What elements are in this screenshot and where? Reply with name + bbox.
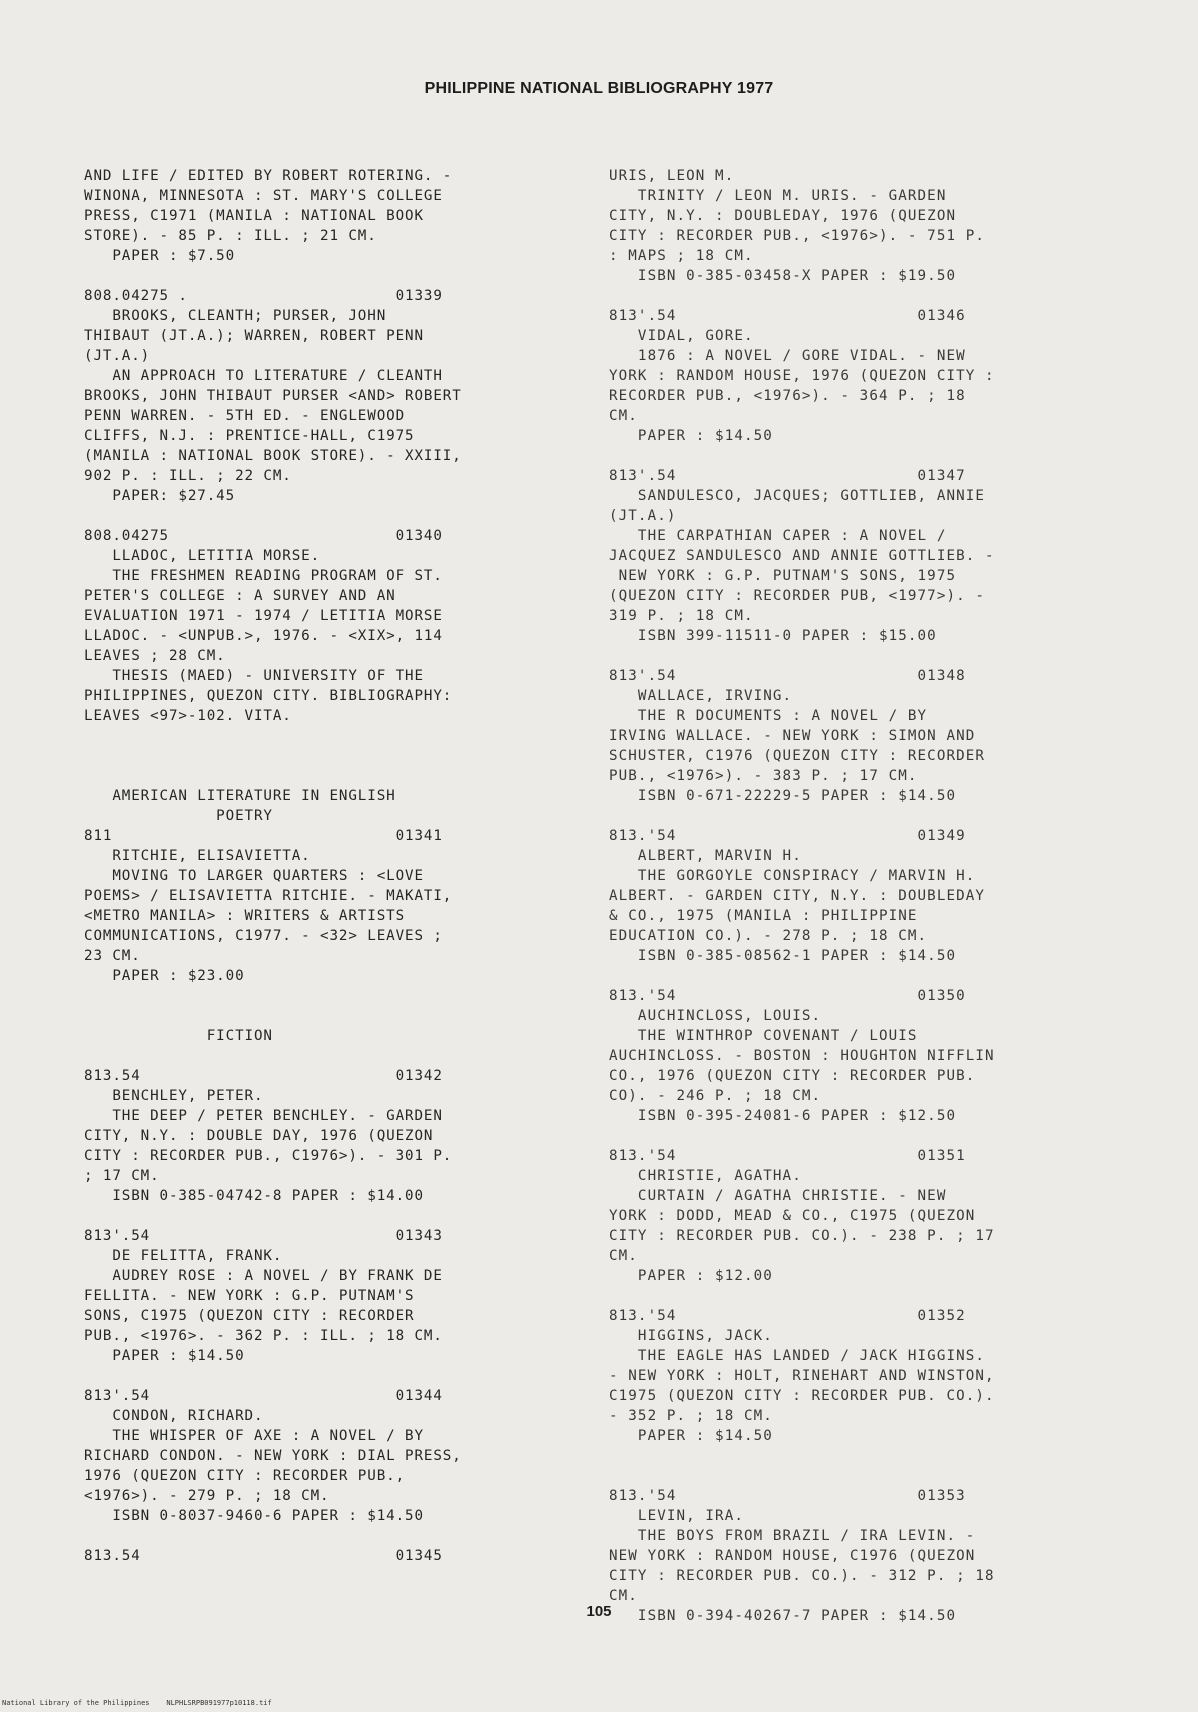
entry-line: : MAPS ; 18 CM. <box>609 248 754 264</box>
entry-line <box>609 966 1084 986</box>
entry-line: YORK : DODD, MEAD & CO., C1975 (QUEZON <box>609 1208 976 1224</box>
entry-line: CONDON, RICHARD. <box>84 1408 264 1424</box>
entry-line: URIS, LEON M. <box>609 168 735 184</box>
entry-line: ALBERT. - GARDEN CITY, N.Y. : DOUBLEDAY <box>609 888 986 904</box>
entry-line: 813'.54 01344 <box>84 1388 443 1404</box>
entry-line: THE EAGLE HAS LANDED / JACK HIGGINS. <box>609 1348 986 1364</box>
entry-line: POEMS> / ELISAVIETTA RITCHIE. - MAKATI, <box>84 888 453 904</box>
entry-line: PENN WARREN. - 5TH ED. - ENGLEWOOD <box>84 408 406 424</box>
entry-line: AUDREY ROSE : A NOVEL / BY FRANK DE <box>84 1268 443 1284</box>
entry-line: PUB., <1976>). - 383 P. ; 17 CM. <box>609 768 918 784</box>
entry-line <box>609 446 1084 466</box>
entry-line: CITY, N.Y. : DOUBLEDAY, 1976 (QUEZON <box>609 208 957 224</box>
entry-line: LLADOC, LETITIA MORSE. <box>84 548 321 564</box>
entry-line: SONS, C1975 (QUEZON CITY : RECORDER <box>84 1308 415 1324</box>
entry-line: WINONA, MINNESOTA : ST. MARY'S COLLEGE <box>84 188 443 204</box>
right-column <box>609 166 1084 1626</box>
entry-line: YORK : RANDOM HOUSE, 1976 (QUEZON CITY : <box>609 368 995 384</box>
entry-line <box>609 806 1084 826</box>
entry-line: 811 01341 <box>84 828 443 844</box>
entry-line <box>84 1046 559 1066</box>
entry-line: ISBN 0-395-24081-6 PAPER : $12.50 <box>609 1108 957 1124</box>
entry-line: NEW YORK : G.P. PUTNAM'S SONS, 1975 <box>609 568 957 584</box>
entry-line: PAPER : $14.50 <box>84 1348 245 1364</box>
entry-line: 808.04275 01340 <box>84 528 443 544</box>
entry-line: (MANILA : NATIONAL BOOK STORE). - XXIII, <box>84 448 462 464</box>
entry-line: RECORDER PUB., <1976>). - 364 P. ; 18 <box>609 388 966 404</box>
entry-line: BROOKS, CLEANTH; PURSER, JOHN <box>84 308 387 324</box>
entry-line: SCHUSTER, C1976 (QUEZON CITY : RECORDER <box>609 748 986 764</box>
entry-line: 813'.54 01347 <box>609 468 966 484</box>
entry-line: CO., 1976 (QUEZON CITY : RECORDER PUB. <box>609 1068 976 1084</box>
entry-line: AN APPROACH TO LITERATURE / CLEANTH <box>84 368 443 384</box>
entry-line <box>84 746 559 766</box>
entry-line: RICHARD CONDON. - NEW YORK : DIAL PRESS, <box>84 1448 462 1464</box>
entry-line: CITY : RECORDER PUB. CO.). - 238 P. ; 17 <box>609 1228 995 1244</box>
entry-line: NEW YORK : RANDOM HOUSE, C1976 (QUEZON <box>609 1548 976 1564</box>
entry-line: VIDAL, GORE. <box>609 328 754 344</box>
entry-line: ISBN 399-11511-0 PAPER : $15.00 <box>609 628 937 644</box>
entry-line: BENCHLEY, PETER. <box>84 1088 264 1104</box>
entry-line <box>84 766 559 786</box>
entry-line: STORE). - 85 P. : ILL. ; 21 CM. <box>84 228 377 244</box>
entry-line: 319 P. ; 18 CM. <box>609 608 754 624</box>
entry-line: PUB., <1976>. - 362 P. : ILL. ; 18 CM. <box>84 1328 443 1344</box>
entry-line <box>609 286 1084 306</box>
entry-line: - NEW YORK : HOLT, RINEHART AND WINSTON, <box>609 1368 995 1384</box>
entry-line: C1975 (QUEZON CITY : RECORDER PUB. CO.). <box>609 1388 995 1404</box>
entry-line: THIBAUT (JT.A.); WARREN, ROBERT PENN <box>84 328 424 344</box>
entry-line: CURTAIN / AGATHA CHRISTIE. - NEW <box>609 1188 947 1204</box>
entry-line <box>609 646 1084 666</box>
entry-line: RITCHIE, ELISAVIETTA. <box>84 848 311 864</box>
entry-line: 1976 (QUEZON CITY : RECORDER PUB., <box>84 1468 406 1484</box>
entry-line: (JT.A.) <box>84 348 151 364</box>
entry-line: DE FELITTA, FRANK. <box>84 1248 283 1264</box>
entry-line: LEAVES <97>-102. VITA. <box>84 708 292 724</box>
entry-line <box>84 1006 559 1026</box>
entry-line <box>84 506 559 526</box>
entry-line: CO). - 246 P. ; 18 CM. <box>609 1088 822 1104</box>
entry-line: CITY : RECORDER PUB. CO.). - 312 P. ; 18 <box>609 1568 995 1584</box>
entry-line: 808.04275 . 01339 <box>84 288 443 304</box>
entry-line: FELLITA. - NEW YORK : G.P. PUTNAM'S <box>84 1288 415 1304</box>
entry-line: CM. <box>609 1248 638 1264</box>
entry-line: 813'.54 01343 <box>84 1228 443 1244</box>
entry-line: THE CARPATHIAN CAPER : A NOVEL / <box>609 528 947 544</box>
entry-line: PRESS, C1971 (MANILA : NATIONAL BOOK <box>84 208 424 224</box>
entry-line: <1976>). - 279 P. ; 18 CM. <box>84 1488 330 1504</box>
entry-line: LLADOC. - <UNPUB.>, 1976. - <XIX>, 114 <box>84 628 443 644</box>
entry-line: ISBN 0-385-08562-1 PAPER : $14.50 <box>609 948 957 964</box>
entry-line: AMERICAN LITERATURE IN ENGLISH <box>84 788 396 804</box>
entry-line: PAPER : $7.50 <box>84 248 236 264</box>
entry-line: AUCHINCLOSS. - BOSTON : HOUGHTON NIFFLIN <box>609 1048 995 1064</box>
left-column <box>84 166 559 1566</box>
entry-line: CITY, N.Y. : DOUBLE DAY, 1976 (QUEZON <box>84 1128 434 1144</box>
entry-line: ISBN 0-8037-9460-6 PAPER : $14.50 <box>84 1508 424 1524</box>
entry-line: 813.'54 01353 <box>609 1488 966 1504</box>
entry-line: 813.'54 01349 <box>609 828 966 844</box>
entry-line: EDUCATION CO.). - 278 P. ; 18 CM. <box>609 928 928 944</box>
entry-line: COMMUNICATIONS, C1977. - <32> LEAVES ; <box>84 928 443 944</box>
entry-line <box>84 1366 559 1386</box>
entry-line <box>609 1126 1084 1146</box>
entry-line: LEVIN, IRA. <box>609 1508 744 1524</box>
entry-line: THE BOYS FROM BRAZIL / IRA LEVIN. - <box>609 1528 976 1544</box>
entry-line: IRVING WALLACE. - NEW YORK : SIMON AND <box>609 728 976 744</box>
entry-line: PAPER : $23.00 <box>84 968 245 984</box>
entry-line <box>609 1446 1084 1466</box>
entry-line <box>84 266 559 286</box>
entry-line <box>84 1206 559 1226</box>
entry-line: THE WINTHROP COVENANT / LOUIS <box>609 1028 918 1044</box>
entry-line: THE DEEP / PETER BENCHLEY. - GARDEN <box>84 1108 443 1124</box>
entry-line: PAPER : $12.00 <box>609 1268 773 1284</box>
entry-line: 813.'54 01352 <box>609 1308 966 1324</box>
entry-line: FICTION <box>84 1028 273 1044</box>
page-number: 105 <box>586 1603 612 1620</box>
entry-line: CLIFFS, N.J. : PRENTICE-HALL, C1975 <box>84 428 415 444</box>
entry-line: THE GORGOYLE CONSPIRACY / MARVIN H. <box>609 868 976 884</box>
entry-line: MOVING TO LARGER QUARTERS : <LOVE <box>84 868 424 884</box>
entry-line: THE WHISPER OF AXE : A NOVEL / BY <box>84 1428 424 1444</box>
scan-footer: National Library of the Philippines NLPHLSRPB091977p10118.tif <box>2 1699 272 1707</box>
entry-line: 813'.54 01348 <box>609 668 966 684</box>
entry-line: & CO., 1975 (MANILA : PHILIPPINE <box>609 908 918 924</box>
entry-line: THESIS (MAED) - UNIVERSITY OF THE <box>84 668 424 684</box>
entry-line: 23 CM. <box>84 948 141 964</box>
entry-line: - 352 P. ; 18 CM. <box>609 1408 773 1424</box>
entry-line: JACQUEZ SANDULESCO AND ANNIE GOTTLIEB. - <box>609 548 995 564</box>
entry-line: CM. <box>609 408 638 424</box>
entry-line <box>609 1286 1084 1306</box>
entry-line: AND LIFE / EDITED BY ROBERT ROTERING. - <box>84 168 453 184</box>
entry-line: 813.'54 01351 <box>609 1148 966 1164</box>
entry-line: ISBN 0-385-03458-X PAPER : $19.50 <box>609 268 957 284</box>
entry-line <box>84 1526 559 1546</box>
entry-line: ISBN 0-385-04742-8 PAPER : $14.00 <box>84 1188 424 1204</box>
page-header: PHILIPPINE NATIONAL BIBLIOGRAPHY 1977 <box>424 80 774 97</box>
entry-line: THE FRESHMEN READING PROGRAM OF ST. <box>84 568 443 584</box>
entry-line: 902 P. : ILL. ; 22 CM. <box>84 468 292 484</box>
entry-line: THE R DOCUMENTS : A NOVEL / BY <box>609 708 928 724</box>
entry-line: TRINITY / LEON M. URIS. - GARDEN <box>609 188 947 204</box>
entry-line: AUCHINCLOSS, LOUIS. <box>609 1008 822 1024</box>
entry-line: 813'.54 01346 <box>609 308 966 324</box>
entry-line: 813.'54 01350 <box>609 988 966 1004</box>
entry-line: CITY : RECORDER PUB., <1976>). - 751 P. <box>609 228 986 244</box>
entry-line: 813.54 01345 <box>84 1548 443 1564</box>
entry-line: ISBN 0-394-40267-7 PAPER : $14.50 <box>609 1608 957 1624</box>
entry-line <box>84 726 559 746</box>
entry-line: POETRY <box>84 808 273 824</box>
entry-line <box>84 986 559 1006</box>
entry-line: LEAVES ; 28 CM. <box>84 648 226 664</box>
entry-line: PAPER : $14.50 <box>609 428 773 444</box>
entry-line: CHRISTIE, AGATHA. <box>609 1168 802 1184</box>
entry-line: ALBERT, MARVIN H. <box>609 848 802 864</box>
entry-line: 813.54 01342 <box>84 1068 443 1084</box>
entry-line: PAPER: $27.45 <box>84 488 236 504</box>
entry-line: CITY : RECORDER PUB., C1976>). - 301 P. <box>84 1148 453 1164</box>
entry-line: (JT.A.) <box>609 508 677 524</box>
entry-line: (QUEZON CITY : RECORDER PUB, <1977>). - <box>609 588 986 604</box>
entry-line: PHILIPPINES, QUEZON CITY. BIBLIOGRAPHY: <box>84 688 453 704</box>
entry-line <box>609 1466 1084 1486</box>
entry-line: EVALUATION 1971 - 1974 / LETITIA MORSE <box>84 608 443 624</box>
entry-line: WALLACE, IRVING. <box>609 688 793 704</box>
entry-line: SANDULESCO, JACQUES; GOTTLIEB, ANNIE <box>609 488 986 504</box>
entry-line: ; 17 CM. <box>84 1168 160 1184</box>
entry-line: 1876 : A NOVEL / GORE VIDAL. - NEW <box>609 348 966 364</box>
entry-line: ISBN 0-671-22229-5 PAPER : $14.50 <box>609 788 957 804</box>
entry-line: PAPER : $14.50 <box>609 1428 773 1444</box>
entry-line: BROOKS, JOHN THIBAUT PURSER <AND> ROBERT <box>84 388 462 404</box>
entry-line: CM. <box>609 1588 638 1604</box>
entry-line: <METRO MANILA> : WRITERS & ARTISTS <box>84 908 406 924</box>
entry-line: PETER'S COLLEGE : A SURVEY AND AN <box>84 588 396 604</box>
entry-line: HIGGINS, JACK. <box>609 1328 773 1344</box>
